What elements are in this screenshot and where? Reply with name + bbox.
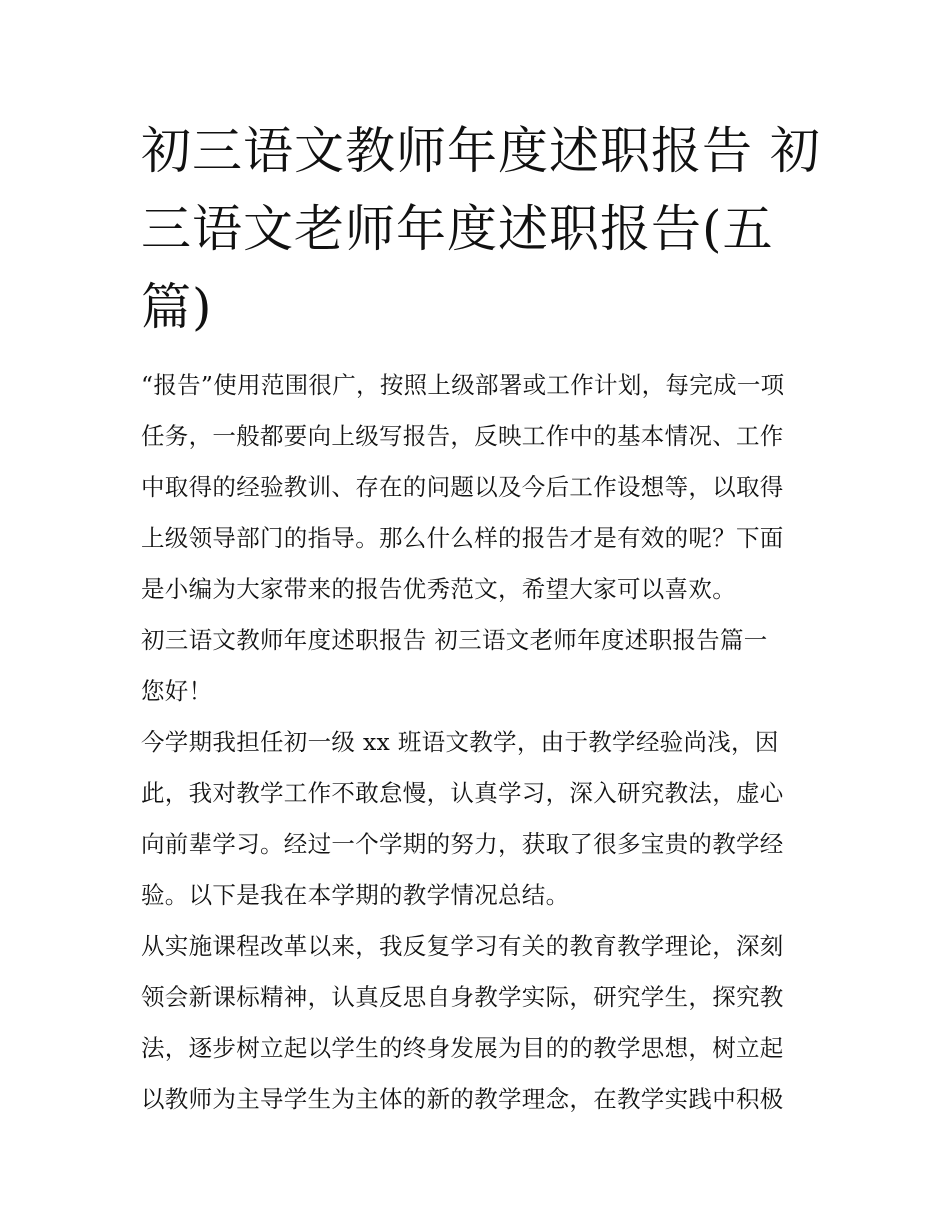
body-line: 向前辈学习。经过一个学期的努力，获取了很多宝贵的教学经	[141, 830, 784, 858]
document-body	[141, 360, 821, 1125]
body-line: 是小编为大家带来的报告优秀范文，希望大家可以喜欢。	[141, 575, 736, 603]
body-line: 从实施课程改革以来，我反复学习有关的教育教学理论，深刻	[141, 932, 784, 960]
title-line: 篇)	[141, 278, 213, 336]
document-title	[141, 112, 841, 346]
body-line: “报告”使用范围很广，按照上级部署或工作计划，每完成一项	[141, 371, 785, 399]
body-line: 今学期我担任初一级 xx 班语文教学，由于教学经验尚浅，因	[141, 728, 779, 756]
title-line: 初三语文教师年度述职报告 初	[141, 122, 821, 180]
body-line: 此，我对教学工作不敢怠慢，认真学习，深入研究教法，虚心	[141, 779, 784, 807]
greeting: 您好！	[141, 677, 213, 705]
body-line: 任务，一般都要向上级写报告，反映工作中的基本情况、工作	[141, 422, 784, 450]
body-line: 中取得的经验教训、存在的问题以及今后工作设想等，以取得	[141, 473, 784, 501]
body-line: 以教师为主导学生为主体的新的教学理念，在教学实践中积极	[141, 1085, 784, 1113]
body-line: 验。以下是我在本学期的教学情况总结。	[141, 881, 570, 909]
body-line: 上级领导部门的指导。那么什么样的报告才是有效的呢？下面	[141, 524, 784, 552]
title-line: 三语文老师年度述职报告(五	[141, 200, 774, 258]
body-line: 法，逐步树立起以学生的终身发展为目的的教学思想，树立起	[141, 1034, 784, 1062]
section-heading: 初三语文教师年度述职报告 初三语文老师年度述职报告篇一	[141, 626, 768, 654]
body-line: 领会新课标精神，认真反思自身教学实际，研究学生，探究教	[141, 983, 784, 1011]
